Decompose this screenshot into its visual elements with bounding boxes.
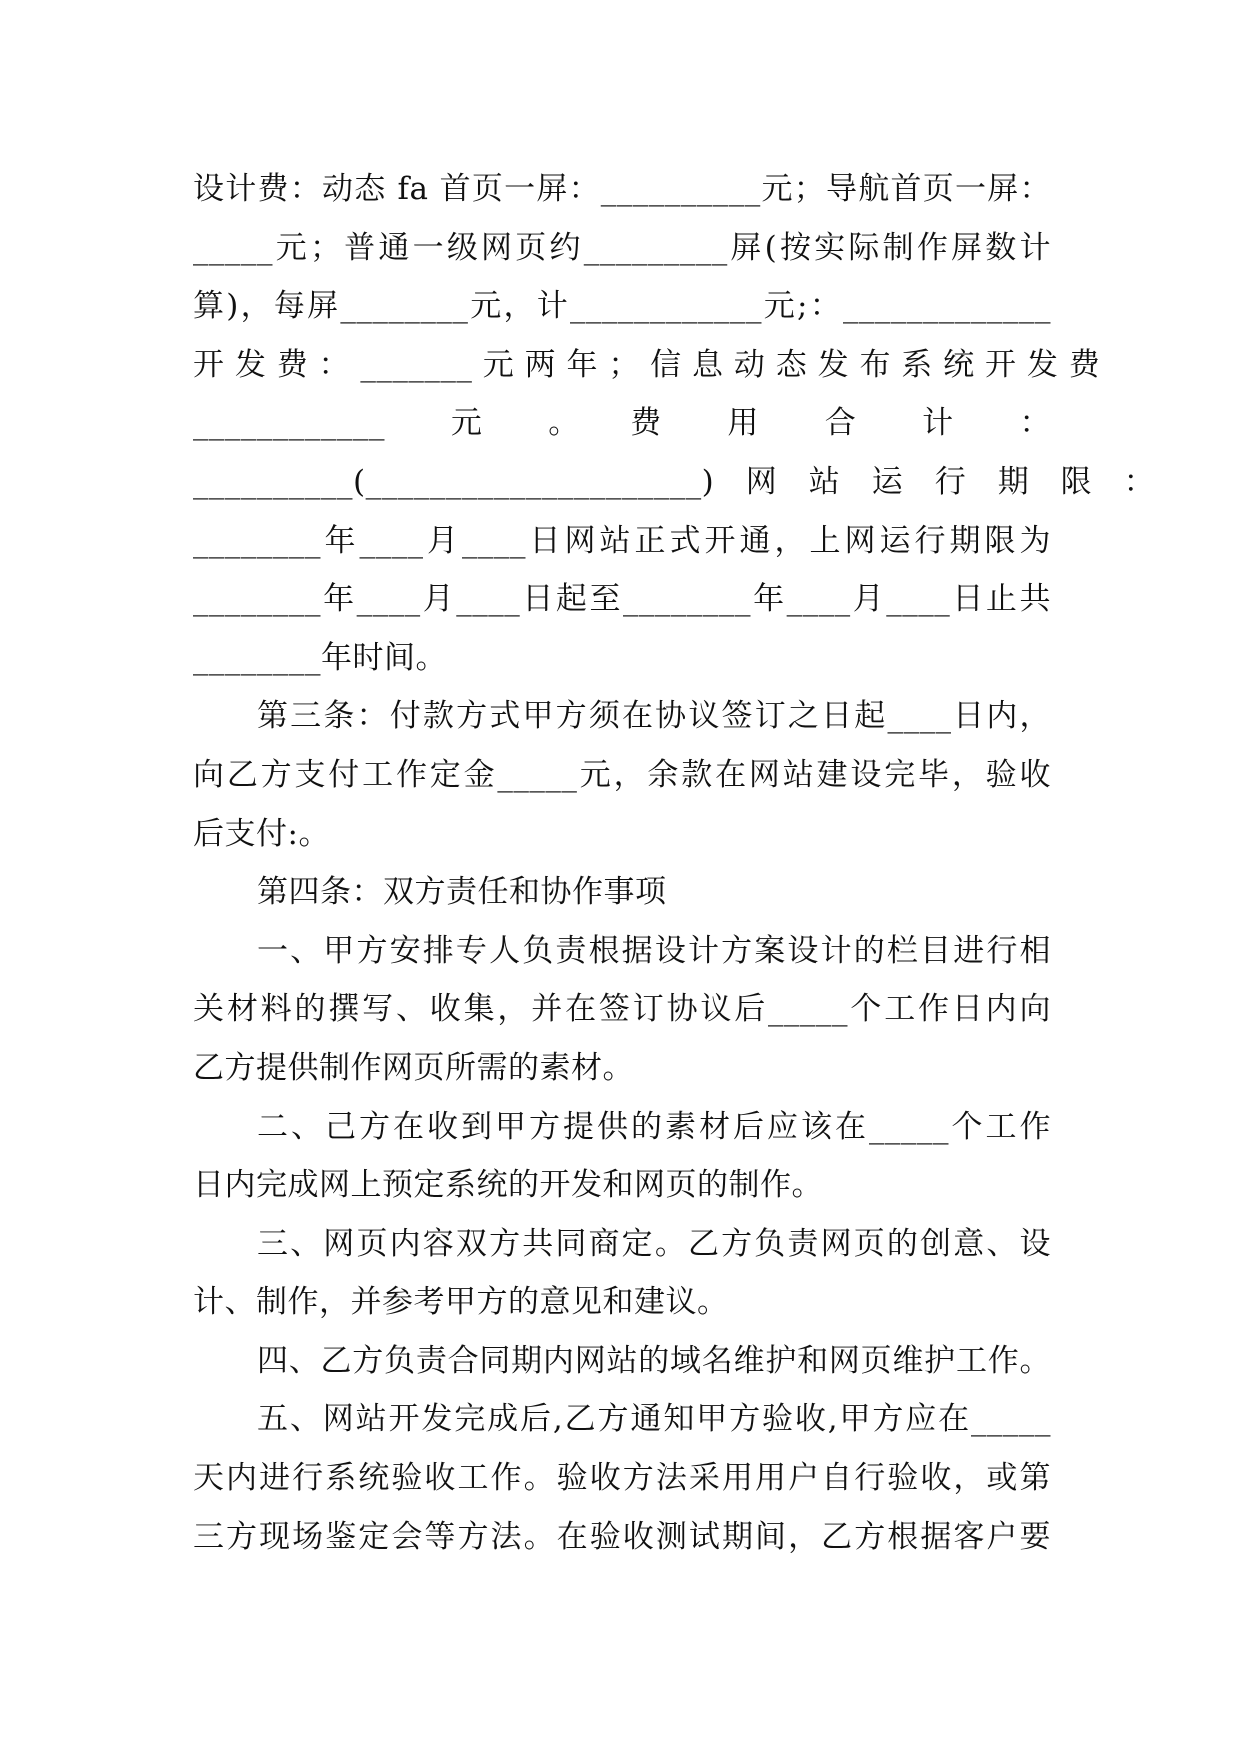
text-line: ____________ 元 。 费 用 合 计 ： xyxy=(193,405,1051,442)
text-line: 一、甲方安排专人负责根据设计方案设计的栏目进行相 xyxy=(257,932,1051,969)
text-line: 算)，每屏________元，计____________元;：_____________ xyxy=(193,288,1051,325)
text-line: 三、网页内容双方共同商定。乙方负责网页的创意、设 xyxy=(257,1225,1051,1262)
text-line: 后支付:。 xyxy=(193,815,330,852)
text-line: 设计费：动态 fa 首页一屏：__________元；导航首页一屏： xyxy=(193,171,1051,207)
document-body xyxy=(193,160,1156,1566)
clause-heading: 第三条：付款方式甲方须在协议签订之日起____日内， xyxy=(257,698,1051,735)
text-line: __________(_____________________) 网 站 运 行 期 限 ： xyxy=(193,463,1156,500)
text-line: 日内完成网上预定系统的开发和网页的制作。 xyxy=(193,1167,823,1204)
text-line: 向乙方支付工作定金_____元，余款在网站建设完毕，验收 xyxy=(193,756,1051,793)
text-line: 计、制作，并参考甲方的意见和建议。 xyxy=(193,1284,729,1321)
text-line: ________年____月____日网站正式开通，上网运行期限为 xyxy=(193,522,1051,559)
text-line: 关材料的撰写、收集，并在签订协议后_____个工作日内向 xyxy=(193,991,1051,1028)
text-line: 四、乙方负责合同期内网站的域名维护和网页维护工作。 xyxy=(257,1342,1051,1379)
text-line: ________年____月____日起至________年____月____日止共 xyxy=(193,581,1051,618)
text-line: 三方现场鉴定会等方法。在验收测试期间，乙方根据客户要 xyxy=(193,1518,1051,1555)
clause-heading: 第四条：双方责任和协作事项 xyxy=(257,874,667,911)
text-line: _____元；普通一级网页约_________屏(按实际制作屏数计 xyxy=(193,229,1051,266)
text-line: 天内进行系统验收工作。验收方法采用用户自行验收，或第 xyxy=(193,1460,1051,1497)
text-line: 开 发 费 ： _______ 元 两 年 ； 信 息 动 态 发 布 系 统 开 发 费 xyxy=(193,346,1101,383)
text-line: 五、网站开发完成后,乙方通知甲方验收,甲方应在_____ xyxy=(257,1401,1051,1438)
text-line: 二、己方在收到甲方提供的素材后应该在_____个工作 xyxy=(257,1108,1051,1145)
text-line: ________年时间。 xyxy=(193,639,447,676)
text-line: 乙方提供制作网页所需的素材。 xyxy=(193,1049,634,1086)
